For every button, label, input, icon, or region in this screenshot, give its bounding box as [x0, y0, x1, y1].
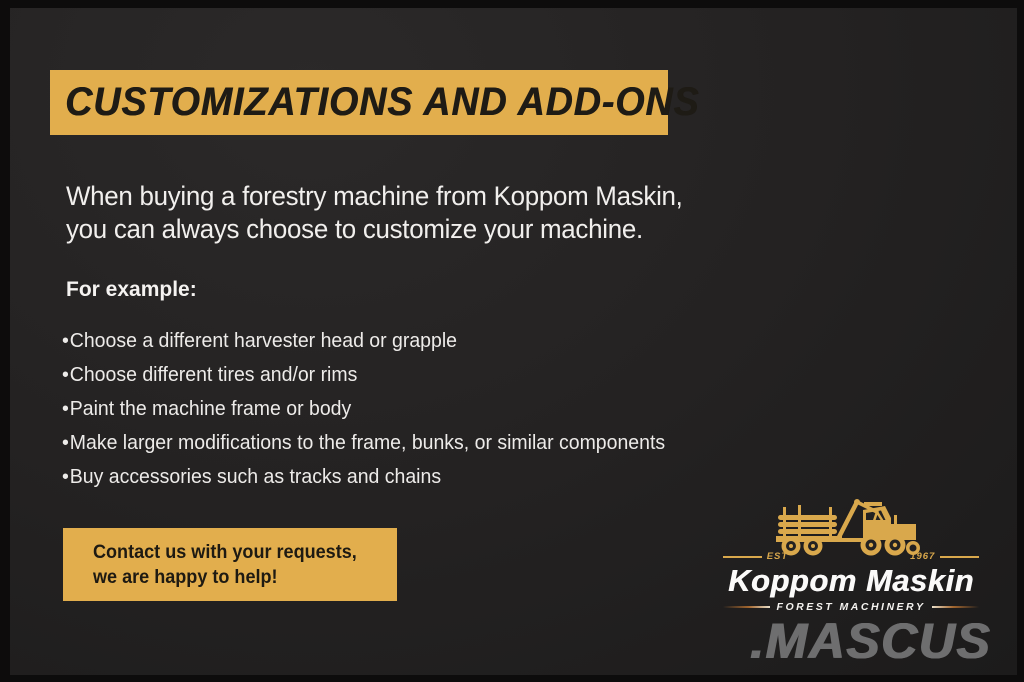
list-item [62, 358, 665, 392]
examples-list [62, 324, 697, 494]
contact-line-1: Contact us with your requests, [93, 541, 357, 563]
logo-year-label: 1967 [910, 551, 936, 562]
logo-tagline: FOREST MACHINERY [776, 601, 926, 613]
bullet-icon: • [62, 329, 69, 352]
bullet-icon: • [62, 397, 69, 420]
list-item-text: Buy accessories such as tracks and chains [69, 465, 442, 488]
page-title: CUSTOMIZATIONS AND ADD-ONS [65, 80, 700, 124]
list-item-text: Paint the machine frame or body [69, 397, 352, 420]
examples-heading: For example: [66, 278, 197, 301]
forwarder-machine-icon [771, 494, 931, 558]
intro-line-2: you can always choose to customize your machine. [66, 214, 643, 244]
list-item-text: Choose a different harvester head or grapple [69, 329, 458, 352]
bullet-icon: • [62, 431, 69, 454]
title-banner [50, 70, 700, 135]
logo-wordmark: Koppom Maskin [728, 563, 974, 598]
list-item [62, 392, 665, 426]
logo-line-left [723, 556, 762, 558]
intro-line-1: When buying a forestry machine from Koppom Maskin, [66, 181, 683, 211]
brand-logo [723, 494, 979, 613]
list-item [62, 324, 665, 358]
tagline-line-left [723, 606, 770, 608]
logo-line-right [940, 556, 979, 558]
logo-established-row [723, 551, 979, 562]
tagline-line-right [932, 606, 979, 608]
contact-line-2: we are happy to help! [93, 566, 278, 588]
intro-paragraph [66, 180, 683, 246]
flyer-background [10, 8, 1017, 675]
list-item [62, 460, 665, 494]
list-item-text: Choose different tires and/or rims [69, 363, 358, 386]
bullet-icon: • [62, 363, 69, 386]
list-item [62, 426, 665, 460]
logo-est-label: EST [766, 551, 789, 562]
bullet-icon: • [62, 465, 69, 488]
list-item-text: Make larger modifications to the frame, bunks, or similar components [69, 431, 666, 454]
contact-callout-box [63, 528, 397, 601]
mascus-watermark: .MASCUS [750, 613, 992, 669]
